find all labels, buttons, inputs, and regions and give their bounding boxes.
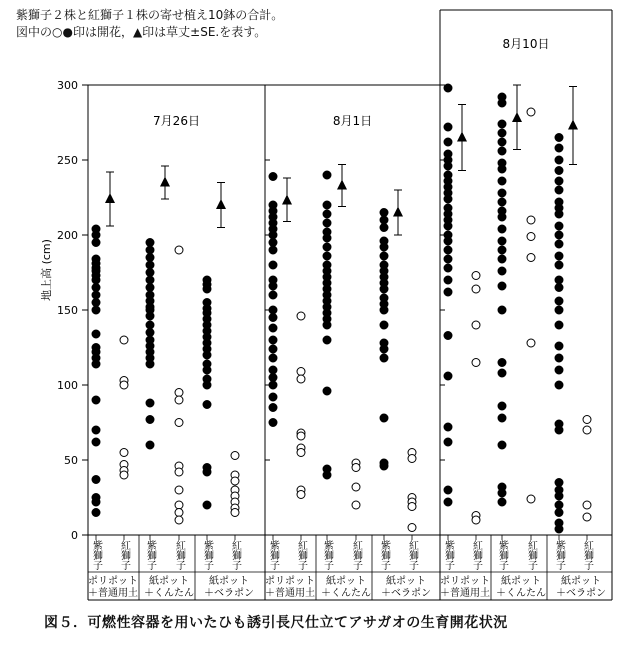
flower-dot-filled	[269, 282, 277, 290]
panel-date-label: 8月10日	[502, 37, 550, 51]
flower-dot-filled	[92, 231, 100, 239]
plant-height-triangle	[512, 112, 522, 122]
plant-height-triangle	[282, 195, 292, 205]
y-tick-label: 250	[57, 154, 78, 167]
flower-dot-filled	[380, 345, 388, 353]
flower-dot-filled	[323, 234, 331, 242]
plant-height-triangle	[393, 207, 403, 217]
flower-dot-open	[120, 336, 128, 344]
flower-dot-filled	[380, 209, 388, 217]
flower-dot-filled	[203, 381, 211, 389]
flower-dot-filled	[444, 123, 452, 131]
flower-dot-filled	[498, 359, 506, 367]
flower-dot-filled	[203, 366, 211, 374]
flower-dot-open	[120, 381, 128, 389]
flower-dot-open	[352, 464, 360, 472]
flower-dot-filled	[555, 525, 563, 533]
y-tick-label: 50	[64, 454, 78, 467]
flower-dot-open	[231, 452, 239, 460]
container-label: ＋ベラポン	[381, 588, 431, 599]
variety-label: 紅獅子	[581, 540, 593, 570]
flower-dot-filled	[380, 252, 388, 260]
flower-dot-filled	[555, 297, 563, 305]
flower-dot-filled	[203, 285, 211, 293]
container-label: ＋普通用土	[88, 588, 138, 599]
flower-dot-open	[583, 501, 591, 509]
flower-dot-open	[297, 368, 305, 376]
flower-dot-filled	[269, 246, 277, 254]
plant-height-triangle	[216, 199, 226, 209]
flower-dot-filled	[92, 284, 100, 292]
flower-dot-filled	[269, 354, 277, 362]
flower-dot-filled	[498, 138, 506, 146]
container-label: ＋ベラポン	[556, 588, 606, 599]
flower-dot-filled	[323, 171, 331, 179]
container-label: 紙ポット	[561, 576, 601, 587]
flower-dot-filled	[323, 471, 331, 479]
flower-dot-filled	[498, 189, 506, 197]
plant-height-triangle	[568, 120, 578, 130]
flower-dot-filled	[269, 393, 277, 401]
flower-dot-open	[408, 503, 416, 511]
flower-dot-filled	[555, 381, 563, 389]
flower-dot-filled	[203, 351, 211, 359]
flower-dot-filled	[555, 177, 563, 185]
flower-dot-filled	[498, 165, 506, 173]
flower-dot-filled	[203, 401, 211, 409]
flower-dot-filled	[323, 252, 331, 260]
flower-dot-filled	[203, 468, 211, 476]
variety-label: 紅獅子	[229, 540, 241, 570]
flower-dot-filled	[498, 225, 506, 233]
flower-dot-open	[231, 509, 239, 517]
flower-dot-filled	[498, 306, 506, 314]
flower-dot-filled	[380, 216, 388, 224]
flower-dot-filled	[555, 252, 563, 260]
flower-dot-filled	[269, 306, 277, 314]
y-tick-label: 0	[71, 529, 78, 542]
flower-dot-open	[527, 254, 535, 262]
flower-dot-filled	[555, 231, 563, 239]
variety-label: 紅獅子	[118, 540, 130, 570]
flower-dot-filled	[380, 354, 388, 362]
flower-dot-filled	[498, 282, 506, 290]
flower-dot-filled	[92, 396, 100, 404]
flower-dot-filled	[498, 198, 506, 206]
variety-label: 紫獅子	[144, 540, 156, 570]
variety-label: 紫獅子	[553, 540, 565, 570]
flower-dot-filled	[323, 243, 331, 251]
container-label: 紙ポット	[149, 576, 189, 587]
variety-label: 紫獅子	[496, 540, 508, 570]
flower-dot-filled	[555, 222, 563, 230]
flower-dot-open	[175, 486, 183, 494]
flower-dot-filled	[92, 438, 100, 446]
flower-dot-filled	[555, 284, 563, 292]
figure-note-2: 図中の○●印は開花，▲印は草丈±SE.を表す。	[16, 25, 267, 39]
variety-label: 紅獅子	[173, 540, 185, 570]
flower-dot-filled	[146, 284, 154, 292]
flower-dot-open	[408, 524, 416, 532]
flower-dot-filled	[555, 321, 563, 329]
container-label: ＋普通用土	[265, 588, 315, 599]
flower-dot-filled	[555, 354, 563, 362]
flower-dot-filled	[146, 399, 154, 407]
flower-dot-open	[297, 449, 305, 457]
flower-dot-filled	[555, 276, 563, 284]
flower-dot-filled	[92, 498, 100, 506]
flower-dot-filled	[146, 261, 154, 269]
container-label: ポリポット	[88, 576, 138, 587]
flower-dot-filled	[269, 374, 277, 382]
flower-dot-open	[583, 416, 591, 424]
flower-dot-filled	[146, 329, 154, 337]
flower-dot-filled	[444, 255, 452, 263]
figure-note-1: 紫獅子２株と紅獅子１株の寄せ植え10鉢の合計。	[16, 8, 284, 22]
flower-dot-filled	[269, 419, 277, 427]
flower-dot-open	[297, 375, 305, 383]
flower-dot-open	[175, 419, 183, 427]
flower-dot-filled	[323, 219, 331, 227]
flower-dot-open	[527, 495, 535, 503]
flower-dot-filled	[555, 210, 563, 218]
container-label: ＋くんたん	[321, 588, 371, 599]
flower-dot-open	[175, 246, 183, 254]
flower-dot-filled	[444, 162, 452, 170]
flower-dot-filled	[269, 291, 277, 299]
flower-dot-filled	[555, 261, 563, 269]
flower-dot-filled	[92, 239, 100, 247]
plant-height-triangle	[457, 132, 467, 142]
flower-dot-filled	[498, 414, 506, 422]
flower-dot-filled	[146, 239, 154, 247]
y-tick-label: 300	[57, 79, 78, 92]
flower-dot-filled	[323, 210, 331, 218]
container-label: ＋くんたん	[496, 588, 546, 599]
plant-height-triangle	[337, 180, 347, 190]
flower-dot-filled	[555, 186, 563, 194]
flower-dot-filled	[444, 486, 452, 494]
flower-dot-filled	[269, 345, 277, 353]
flower-dot-filled	[555, 501, 563, 509]
flower-dot-open	[472, 285, 480, 293]
flower-dot-filled	[498, 402, 506, 410]
flower-dot-filled	[444, 276, 452, 284]
variety-label: 紫獅子	[442, 540, 454, 570]
flower-dot-filled	[444, 498, 452, 506]
flower-dot-filled	[444, 423, 452, 431]
flower-dot-filled	[323, 321, 331, 329]
flower-dot-filled	[146, 321, 154, 329]
flower-dot-filled	[146, 246, 154, 254]
flower-dot-open	[175, 468, 183, 476]
flower-dot-open	[120, 471, 128, 479]
flower-dot-filled	[92, 306, 100, 314]
figure-caption: 図５．可燃性容器を用いたひも誘引長尺仕立てアサガオの生育開花状況	[44, 615, 508, 631]
flower-dot-filled	[444, 246, 452, 254]
flower-dot-open	[120, 449, 128, 457]
variety-label: 紫獅子	[90, 540, 102, 570]
flower-dot-filled	[146, 360, 154, 368]
variety-label: 紅獅子	[470, 540, 482, 570]
flower-dot-filled	[555, 156, 563, 164]
flower-dot-filled	[146, 312, 154, 320]
variety-label: 紅獅子	[406, 540, 418, 570]
container-label: ＋くんたん	[144, 588, 194, 599]
flower-dot-filled	[380, 306, 388, 314]
flower-dot-filled	[498, 99, 506, 107]
flower-dot-filled	[555, 134, 563, 142]
flower-dot-filled	[323, 387, 331, 395]
flower-dot-open	[408, 455, 416, 463]
container-label: 紙ポット	[501, 576, 541, 587]
flower-dot-filled	[92, 426, 100, 434]
flower-dot-open	[527, 233, 535, 241]
flower-dot-filled	[146, 441, 154, 449]
flower-dot-open	[583, 426, 591, 434]
container-label: 紙ポット	[326, 576, 366, 587]
flower-dot-open	[527, 108, 535, 116]
flower-dot-filled	[269, 173, 277, 181]
flower-dot-open	[297, 312, 305, 320]
flower-dot-filled	[444, 332, 452, 340]
flower-dot-filled	[555, 366, 563, 374]
flower-dot-filled	[444, 138, 452, 146]
flower-dot-filled	[498, 120, 506, 128]
flower-dot-open	[472, 321, 480, 329]
flower-dot-filled	[498, 177, 506, 185]
flower-dot-open	[175, 389, 183, 397]
flower-dot-open	[297, 432, 305, 440]
plant-height-triangle	[105, 193, 115, 203]
flower-dot-filled	[269, 261, 277, 269]
flower-dot-filled	[380, 285, 388, 293]
flower-dot-filled	[555, 144, 563, 152]
flower-dot-filled	[444, 438, 452, 446]
flower-dot-filled	[92, 476, 100, 484]
plant-height-triangle	[160, 177, 170, 187]
flower-dot-filled	[498, 237, 506, 245]
flower-dot-filled	[269, 381, 277, 389]
variety-label: 紅獅子	[525, 540, 537, 570]
flower-dot-open	[175, 516, 183, 524]
container-label: 紙ポット	[386, 576, 426, 587]
flower-dot-filled	[269, 314, 277, 322]
flower-dot-open	[297, 491, 305, 499]
flower-dot-filled	[323, 201, 331, 209]
flower-dot-filled	[498, 267, 506, 275]
flower-dot-filled	[380, 462, 388, 470]
flower-dot-filled	[555, 240, 563, 248]
y-tick-label: 150	[57, 304, 78, 317]
flower-dot-filled	[269, 239, 277, 247]
flower-dot-filled	[498, 441, 506, 449]
flower-dot-filled	[92, 291, 100, 299]
flower-dot-filled	[380, 321, 388, 329]
flower-dot-filled	[92, 509, 100, 517]
y-axis-label: 地上高 (cm)	[40, 239, 53, 301]
flower-dot-filled	[498, 489, 506, 497]
flower-dot-filled	[380, 243, 388, 251]
flower-dot-filled	[498, 147, 506, 155]
flower-dot-filled	[444, 264, 452, 272]
flower-dot-open	[527, 339, 535, 347]
flower-dot-open	[583, 513, 591, 521]
container-label: ポリポット	[440, 576, 490, 587]
flower-dot-filled	[444, 195, 452, 203]
flower-dot-filled	[269, 404, 277, 412]
flower-dot-filled	[555, 342, 563, 350]
flower-dot-filled	[444, 372, 452, 380]
flower-dot-filled	[498, 213, 506, 221]
flower-dot-filled	[146, 269, 154, 277]
flower-dot-filled	[269, 336, 277, 344]
flower-dot-filled	[498, 369, 506, 377]
variety-label: 紫獅子	[378, 540, 390, 570]
y-tick-label: 100	[57, 379, 78, 392]
container-label: ＋普通用土	[440, 588, 490, 599]
flower-dot-filled	[555, 426, 563, 434]
flower-dot-filled	[444, 222, 452, 230]
flower-dot-filled	[444, 84, 452, 92]
flower-dot-open	[175, 501, 183, 509]
flower-dot-filled	[323, 336, 331, 344]
flower-dot-open	[527, 216, 535, 224]
flower-dot-filled	[555, 306, 563, 314]
variety-label: 紫獅子	[321, 540, 333, 570]
flower-dot-open	[175, 509, 183, 517]
flower-dot-filled	[269, 366, 277, 374]
flower-dot-filled	[555, 509, 563, 517]
panel-date-label: 8月1日	[332, 114, 373, 128]
flower-dot-open	[472, 272, 480, 280]
flower-dot-open	[175, 396, 183, 404]
flower-dot-filled	[555, 479, 563, 487]
container-label: ポリポット	[265, 576, 315, 587]
variety-label: 紅獅子	[350, 540, 362, 570]
flower-dot-open	[352, 483, 360, 491]
variety-label: 紫獅子	[201, 540, 213, 570]
flower-dot-filled	[498, 498, 506, 506]
y-tick-label: 200	[57, 229, 78, 242]
flower-dot-filled	[146, 416, 154, 424]
flower-dot-filled	[146, 276, 154, 284]
flower-dot-filled	[555, 167, 563, 175]
container-label: ＋ベラポン	[204, 588, 254, 599]
flower-dot-filled	[146, 254, 154, 262]
flower-dot-open	[472, 516, 480, 524]
flower-dot-filled	[269, 324, 277, 332]
variety-label: 紅獅子	[295, 540, 307, 570]
flower-dot-filled	[269, 231, 277, 239]
flower-dot-filled	[203, 501, 211, 509]
flower-dot-filled	[498, 246, 506, 254]
flower-dot-filled	[444, 288, 452, 296]
flower-dot-filled	[92, 360, 100, 368]
flower-dot-open	[352, 501, 360, 509]
flower-dot-open	[472, 359, 480, 367]
flower-dot-filled	[498, 129, 506, 137]
flower-dot-filled	[380, 224, 388, 232]
variety-label: 紫獅子	[267, 540, 279, 570]
flower-dot-filled	[555, 492, 563, 500]
panel-date-label: 7月26日	[153, 114, 200, 128]
flower-dot-filled	[92, 276, 100, 284]
container-label: 紙ポット	[209, 576, 249, 587]
flower-dot-filled	[444, 237, 452, 245]
flower-dot-filled	[92, 330, 100, 338]
flower-dot-filled	[380, 414, 388, 422]
flower-dot-open	[231, 477, 239, 485]
flower-dot-filled	[92, 299, 100, 307]
flower-dot-filled	[498, 255, 506, 263]
